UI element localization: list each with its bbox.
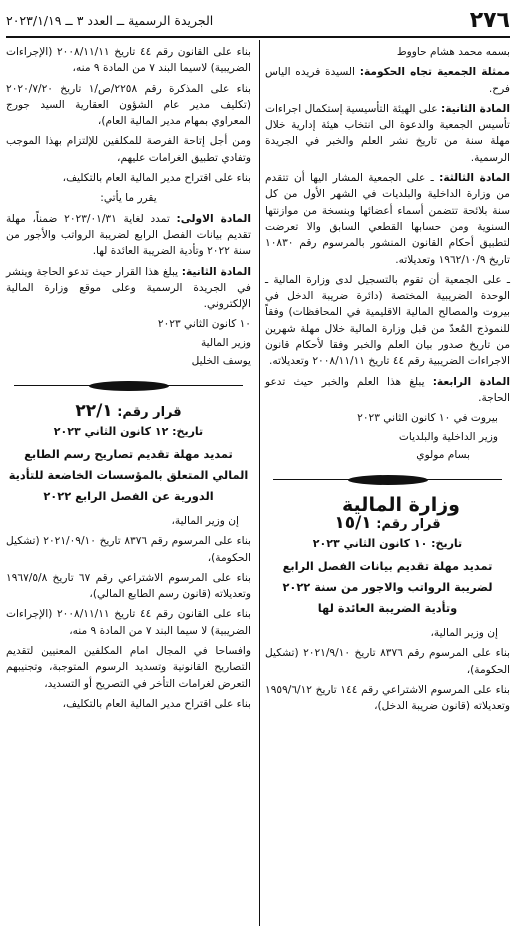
article-4-text: يبلغ هذا العلم والخبر حيث تدعو الحاجة. bbox=[265, 375, 510, 404]
basis-memo: بناء على المذكرة رقم ٢٢٥٨/ص/١ تاريخ ٢٠٢٠/٧/٢٠ (تكليف مدير عام الشؤون العقارية السيد جورج المعراوي بمهام مدير المالية العام)، bbox=[6, 82, 251, 128]
article-3-text: ـ على الجمعية المشار اليها أن تتقدم من وزارة الداخلية والبلديات في الشهر الأول من كل سنة بلائحة تتضمن أسماء أعضائها وبنسخة من موازنتها السنوية ومن حسابها القطعي السابق والا تعرضت لتطبيق أحكام القانون المنشور بالمرسوم رقم ١٠٨٣٠ تاريخ ١٩٦٢/١٠/٩ وتعديلاته. bbox=[265, 172, 510, 266]
right-column bbox=[265, 44, 510, 719]
page-number: ٢٧٦ bbox=[469, 7, 510, 33]
decision-date: تاريخ: ١٠ كانون الثاني ٢٠٢٣ bbox=[312, 536, 463, 550]
left-article-1 bbox=[6, 211, 251, 260]
decision-number bbox=[265, 515, 510, 533]
decision-label: قرار رقم: bbox=[376, 517, 441, 533]
left-article-1-label: المادة الاولى: bbox=[176, 212, 252, 225]
representative-text: السيدة فريده الياس فرح. bbox=[265, 66, 510, 95]
decision-2-basis-4: وافساحا في المجال امام المكلفين المعنيين لتقديم التصاريح القانونية وتسديد الرسوم المتوجبة، وتجنيبهم التعرض لغرامات التأخر في التصريح أو التسديد، bbox=[6, 645, 251, 690]
decides-heading: يقرر ما يأتي: bbox=[100, 192, 157, 205]
basis-purpose: ومن أجل إتاحة الفرصة للمكلفين للإلتزام بهذا الموجب وتفادي تطبيق الغرامات عليهم، bbox=[6, 135, 251, 164]
decision-2-number-value: ٢٢/١ bbox=[75, 401, 113, 422]
article-2-text: على الهيئة التأسيسية إستكمال اجراءات تأسيس الجمعية والدعوة الى انتخاب هيئة إدارية خلال مهلة سنة من تاريخ نشر العلم والخبر في الجريدة الرسمية. bbox=[265, 102, 510, 164]
decision-divider-ornament bbox=[6, 375, 251, 397]
article-3-label: المادة الثالثة: bbox=[439, 172, 510, 185]
decision-2-number bbox=[6, 403, 251, 421]
left-article-2 bbox=[6, 264, 251, 313]
header-rule bbox=[6, 36, 510, 38]
left-article-1-text: تمدد لغاية ٢٠٢٣/٠١/٣١ ضمناً، مهلة تقديم بيانات الفصل الرابع لضريبة الرواتب والأجور من سنة ٢٠٢٢ وتأدية الضريبة العائدة لها. bbox=[6, 212, 251, 258]
decision-2-label: قرار رقم: bbox=[117, 405, 182, 421]
left-signature-title: وزير المالية bbox=[200, 336, 251, 349]
left-article-2-label: المادة الثانية: bbox=[181, 265, 251, 278]
signature-title: وزير الداخلية والبلديات bbox=[398, 430, 498, 443]
member-line: بسمه محمد هشام حاووط bbox=[396, 46, 510, 58]
section-divider-ornament bbox=[265, 469, 510, 491]
left-article-2-text: يبلغ هذا القرار حيث تدعو الحاجة وينشر في الجريدة الرسمية وعلى موقع وزارة المالية الإلكتروني. bbox=[6, 265, 251, 311]
decision-2-basis-2: بناء على المرسوم الاشتراعي رقم ٦٧ تاريخ ١٩٦٧/٥/٨ وتعديلاته (قانون رسم الطابع المالي)، bbox=[6, 571, 251, 601]
representative-label: ممثلة الجمعية تجاه الحكومة: bbox=[359, 66, 510, 79]
article-4-label: المادة الرابعة: bbox=[432, 375, 510, 388]
signature-name: بسام مولوي bbox=[416, 448, 470, 461]
article-2 bbox=[265, 101, 510, 166]
column-divider bbox=[259, 40, 260, 926]
decision-intro: إن وزير المالية، bbox=[430, 627, 498, 640]
left-signature-name: يوسف الخليل bbox=[191, 355, 251, 368]
decision-2-intro: إن وزير المالية، bbox=[171, 514, 239, 527]
left-column bbox=[6, 44, 251, 716]
article-4 bbox=[265, 374, 510, 407]
left-signature-date: ١٠ كانون الثاني ٢٠٢٣ bbox=[157, 318, 251, 331]
header-title: الجريدة الرسمية ــ العدد ٣ ــ ٢٠٢٣/١/١٩ bbox=[6, 12, 214, 28]
legal-basis-2: بناء على المرسوم الاشتراعي رقم ١٤٤ تاريخ ١٩٥٩/٦/١٢ وتعديلاته (قانون ضريبة الدخل)، bbox=[265, 683, 510, 713]
decision-subject: تمديد مهلة تقديم بيانات الفصل الرابع لضريبة الرواتب والاجور من سنة ٢٠٢٢ وتأدية الضريبة العائدة لها bbox=[282, 559, 493, 616]
basis-proposal: بناء على اقتراح مدير المالية العام بالتكليف، bbox=[62, 172, 251, 185]
decision-2-subject: تمديد مهلة تقديم تصاريح رسم الطابع المالي المتعلق بالمؤسسات الخاضعة للتأدية الدورية عن الفصل الرابع ٢٠٢٢ bbox=[8, 446, 249, 503]
section-title: وزارة المالية bbox=[342, 494, 460, 517]
decision-2-basis-5: بناء على اقتراح مدير المالية العام بالتكليف، bbox=[62, 697, 251, 710]
representative-paragraph bbox=[265, 64, 510, 97]
decision-2-basis-3: بناء على القانون رقم ٤٤ تاريخ ٢٠٠٨/١١/١١ (الإجراءات الضريبية) لا سيما البند ٧ من المادة ٩ منه، bbox=[6, 608, 251, 637]
signature-place-date: بيروت في ١٠ كانون الثاني ٢٠٢٣ bbox=[357, 412, 498, 425]
article-2-label: المادة الثانية: bbox=[440, 102, 510, 115]
page-header bbox=[6, 6, 510, 34]
decision-number-value: ١٥/١ bbox=[334, 513, 372, 534]
article-3-continued: ـ على الجمعية أن تقوم بالتسجيل لدى وزارة المالية ـ الوحدة الضريبية المختصة (دائرة ضريبة الدخل في بيروت والمصالح المالية الاقليمية في المحافظات) وفقاً للنموذج المُعدّ من قبل وزارة المالية خلال مهلة شهرين من تاريخ صدور بيان العلم والخبر وفقا لأحكام قانون الاجراءات الضريبية رقم ٤٤ تاريخ ٢٠٠٨/١١/١١ وتعديلاته. bbox=[265, 273, 510, 368]
decision-2-date: تاريخ: ١٢ كانون الثاني ٢٠٢٣ bbox=[53, 424, 204, 438]
decision-2-basis-1: بناء على المرسوم رقم ٨٣٧٦ تاريخ ٢٠٢١/٠٩/١٠ (تشكيل الحكومة)، bbox=[6, 535, 251, 564]
article-3 bbox=[265, 170, 510, 268]
legal-basis-1: بناء على المرسوم رقم ٨٣٧٦ تاريخ ٢٠٢١/٩/١٠ (تشكيل الحكومة)، bbox=[265, 647, 510, 676]
basis-law-44: بناء على القانون رقم ٤٤ تاريخ ٢٠٠٨/١١/١١ (الإجراءات الضريبية) لاسيما البند ٧ من المادة ٩ منه، bbox=[6, 46, 251, 75]
